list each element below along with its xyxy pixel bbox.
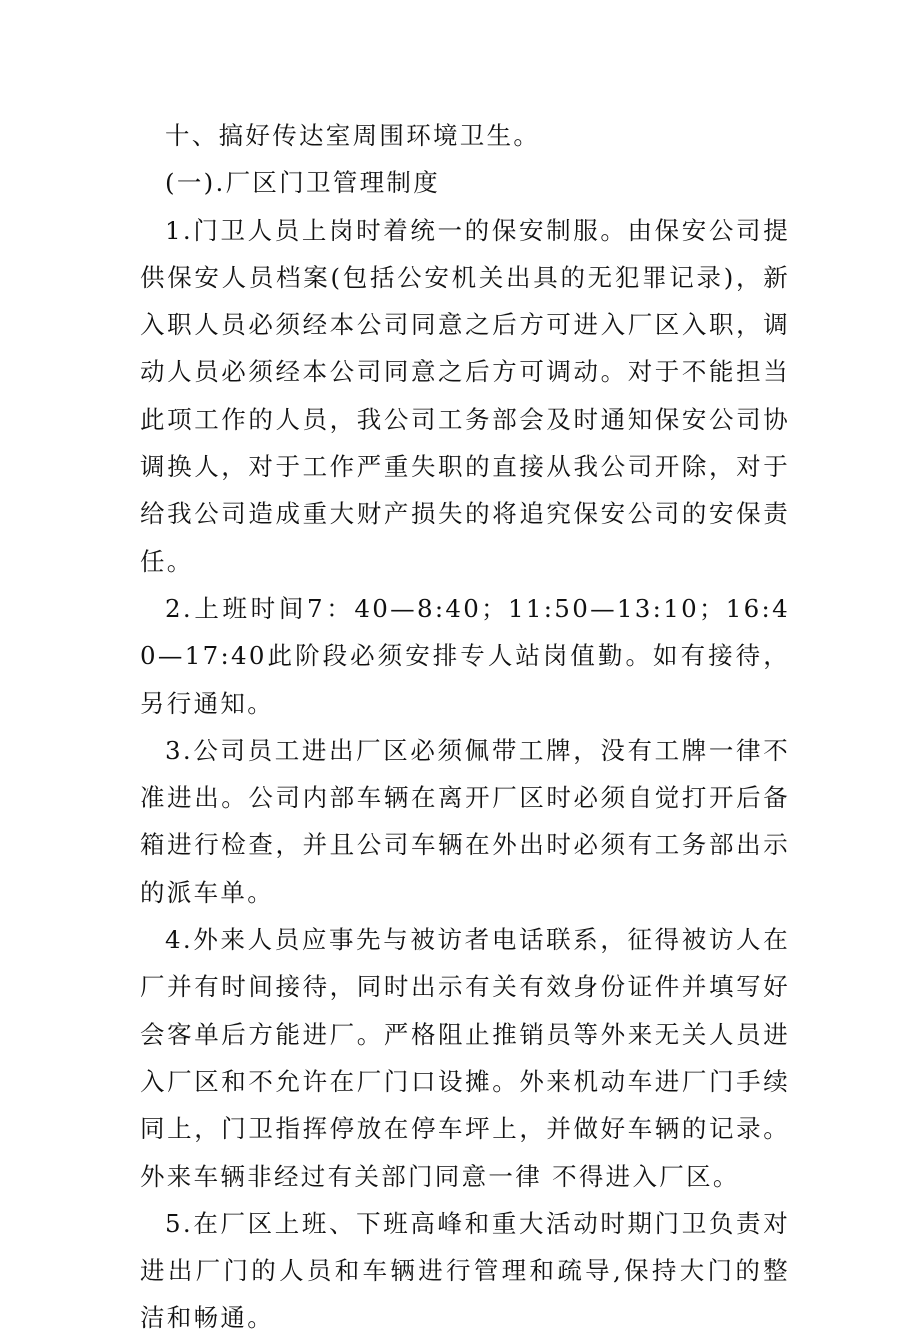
paragraph-rule-2: 2.上班时间7：40—8:40；11:50—13:10；16:40—17:40此阶段必须安排专人站岗值勤。如有接待，另行通知。 (140, 593, 790, 718)
document-body (140, 112, 790, 1342)
paragraph-rule-1: 1.门卫人员上岗时着统一的保安制服。由保安公司提供保安人员档案(包括公安机关出具的无犯罪记录)，新入职人员必须经本公司同意之后方可进入厂区入职，调动人员必须经本公司同意之后方可调动。对于不能担当此项工作的人员，我公司工务部会及时通知保安公司协调换人，对于工作严重失职的直接从我公司开除，对于给我公司造成重大财产损失的将追究保安公司的安保责任。 (140, 215, 790, 576)
paragraph-rule-5: 5.在厂区上班、下班高峰和重大活动时期门卫负责对进出厂门的人员和车辆进行管理和疏导,保持大门的整洁和畅通。 (140, 1208, 790, 1333)
paragraph-section-ten: 十、搞好传达室周围环境卫生。 (165, 121, 541, 150)
paragraph-heading-gate-rules: (一).厂区门卫管理制度 (165, 168, 441, 198)
paragraph-rule-4: 4.外来人员应事先与被访者电话联系，征得被访人在厂并有时间接待，同时出示有关有效身份证件并填写好会客单后方能进厂。严格阻止推销员等外来无关人员进入厂区和不允许在厂门口设摊。外来机动车进厂门手续同上，门卫指挥停放在停车坪上，并做好车辆的记录。外来车辆非经过有关部门同意一律 不得进入厂区。 (140, 925, 790, 1191)
paragraph-rule-3: 3.公司员工进出厂区必须佩带工牌，没有工牌一律不准进出。公司内部车辆在离开厂区时必须自觉打开后备箱进行检查，并且公司车辆在外出时必须有工务部出示的派车单。 (140, 735, 790, 907)
